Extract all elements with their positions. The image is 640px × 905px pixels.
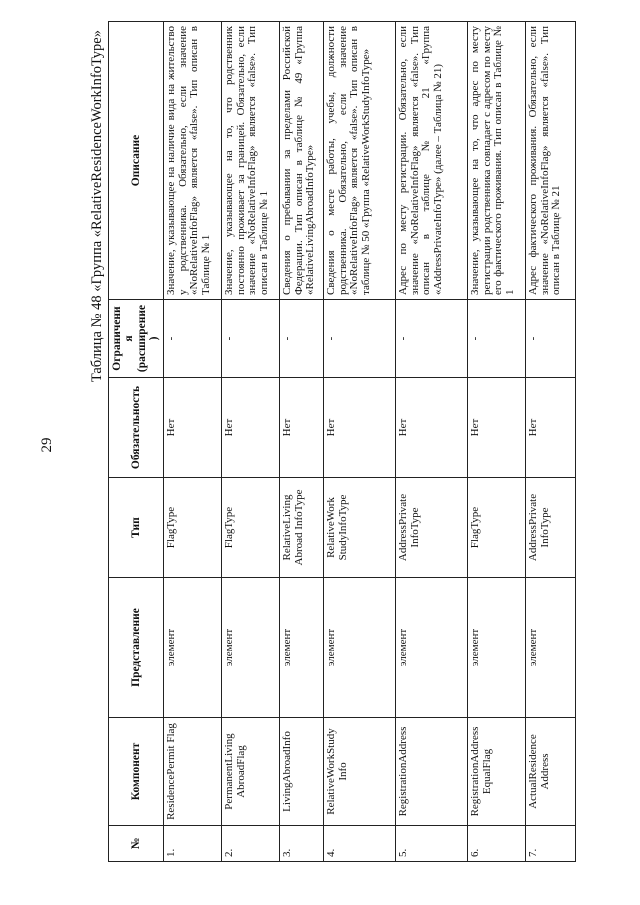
cell-representation: элемент	[323, 578, 395, 718]
cell-number: 3.	[279, 826, 323, 862]
page-number: 29	[39, 437, 55, 453]
cell-component: RegistrationAddress EqualFlag	[467, 718, 525, 826]
cell-type: FlagType	[163, 478, 221, 578]
cell-representation: элемент	[279, 578, 323, 718]
cell-number: 1.	[163, 826, 221, 862]
cell-required: Нет	[395, 378, 467, 478]
cell-required: Нет	[163, 378, 221, 478]
header-representation: Представление	[109, 578, 164, 718]
header-type: Тип	[109, 478, 164, 578]
table-title	[87, 30, 107, 750]
cell-component: LivingAbroadInfo	[279, 718, 323, 826]
table-row	[279, 22, 323, 862]
header-description: Описание	[109, 22, 164, 300]
header-required: Обязательность	[109, 378, 164, 478]
table-row	[163, 22, 221, 862]
cell-component: RegistrationAddress	[395, 718, 467, 826]
header-restrictions: Ограничения (расширение)	[109, 300, 164, 378]
cell-number: 2.	[221, 826, 279, 862]
table-row	[221, 22, 279, 862]
header-number: №	[109, 826, 164, 862]
cell-component: ActualResidence Address	[525, 718, 575, 826]
cell-restrictions: -	[395, 300, 467, 378]
cell-number: 6.	[467, 826, 525, 862]
cell-description: Сведения о пребывании за пределами Российской Федерации. Тип описан в таблице № 49 «Группа «RelativeLivingAbroadInfoType»	[279, 22, 323, 300]
cell-type: RelativeWork StudyInfoType	[323, 478, 395, 578]
cell-representation: элемент	[525, 578, 575, 718]
header-component: Компонент	[109, 718, 164, 826]
cell-number: 7.	[525, 826, 575, 862]
cell-restrictions: -	[467, 300, 525, 378]
table-container	[108, 22, 563, 862]
cell-required: Нет	[221, 378, 279, 478]
table-row	[323, 22, 395, 862]
cell-representation: элемент	[467, 578, 525, 718]
cell-number: 5.	[395, 826, 467, 862]
cell-description: Значение, указывающее на то, что адрес по месту регистрации родственника совпадает с адресом по месту его фактического проживания. Тип описан в Таблице № 1	[467, 22, 525, 300]
cell-restrictions: -	[525, 300, 575, 378]
cell-required: Нет	[279, 378, 323, 478]
cell-required: Нет	[525, 378, 575, 478]
cell-representation: элемент	[395, 578, 467, 718]
cell-number: 4.	[323, 826, 395, 862]
cell-description: Адрес по месту регистрации. Обязательно, если значение «NoRelativeInfoFlag» является «false». Тип описан в таблице № 21 «Группа «AddressPrivateInfoType» (далее – Таблица № 21)	[395, 22, 467, 300]
cell-type: FlagType	[467, 478, 525, 578]
cell-restrictions: -	[279, 300, 323, 378]
table-row	[395, 22, 467, 862]
spec-table	[108, 21, 576, 862]
cell-description: Сведения о месте работы, учебы, должности родственника. Обязательно, если значение «NoRelativeInfoFlag» является «false». Тип описан в таблице № 50 «Группа «RelativeWorkStudyInfoType»	[323, 22, 395, 300]
cell-representation: элемент	[221, 578, 279, 718]
cell-type: RelativeLiving Abroad InfoType	[279, 478, 323, 578]
table-header-row	[109, 22, 164, 862]
cell-restrictions: -	[163, 300, 221, 378]
cell-representation: элемент	[163, 578, 221, 718]
table-row	[525, 22, 575, 862]
cell-restrictions: -	[323, 300, 395, 378]
cell-description: Значение, указывающее на наличие вида на жительство у родственника. Обязательно, если значение «NoRelativeInfoFlag» является «false». Тип описан в Таблице № 1	[163, 22, 221, 300]
cell-required: Нет	[467, 378, 525, 478]
cell-description: Адрес фактического проживания. Обязательно, если значение «NoRelativeInfoFlag» является «false». Тип описан в Таблице № 21	[525, 22, 575, 300]
table-title-text: Таблица № 48 «Группа «RelativeResidenceWorkInfoType»	[89, 30, 105, 383]
cell-component: ResidencePermit Flag	[163, 718, 221, 826]
cell-component: RelativeWorkStudy Info	[323, 718, 395, 826]
cell-type: FlagType	[221, 478, 279, 578]
cell-required: Нет	[323, 378, 395, 478]
cell-description: Значение, указывающее на то, что родственник постоянно проживает за границей. Обязательно, если значение «NoRelativeInfoFlag» является «false». Тип описан в Таблице № 1	[221, 22, 279, 300]
cell-type: AddressPrivate InfoType	[395, 478, 467, 578]
cell-restrictions: -	[221, 300, 279, 378]
table-row	[467, 22, 525, 862]
cell-type: AddressPrivate InfoType	[525, 478, 575, 578]
cell-component: PermanentLiving AbroadFlag	[221, 718, 279, 826]
